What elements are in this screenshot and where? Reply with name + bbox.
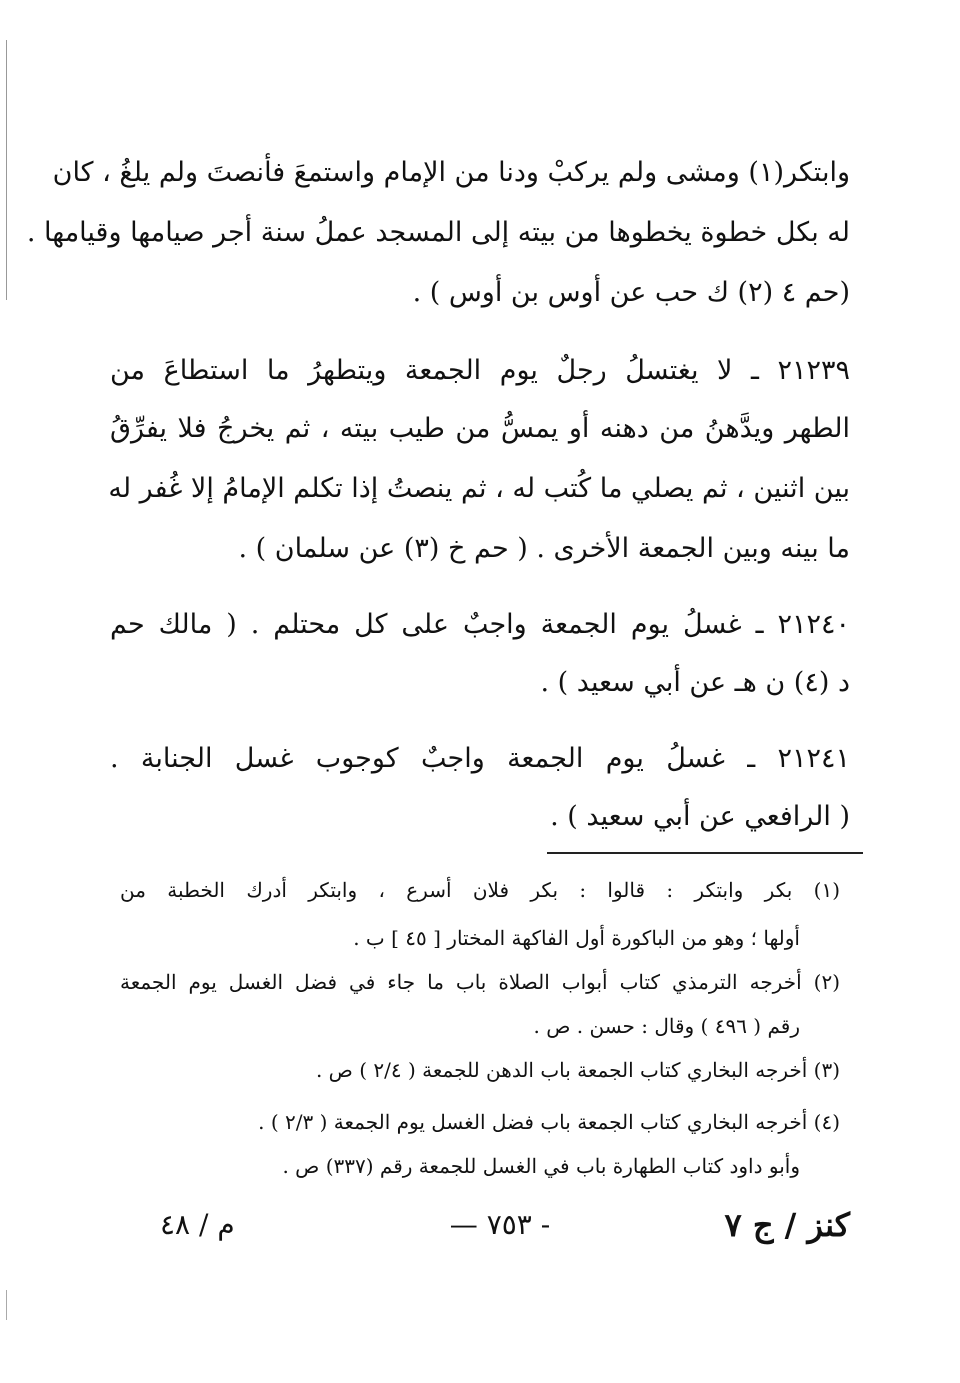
footnote-1-line-1: (١) بكر وابتكر : قالوا : بكر فلان أسرع ، وابتكر أدرك الخطبة من	[120, 878, 840, 902]
hadith-21241-line-1: ٢١٢٤١ ـ غسلُ يوم الجمعة واجبٌ كوجوب غسل الجنابة .	[110, 743, 850, 774]
hadith-21240-line-2: د (٤) ن هـ عن أبي سعيد ) .	[540, 667, 850, 698]
footnote-4-line-1: (٤) أخرجه البخاري كتاب الجمعة باب فضل الغسل يوم الجمعة ( ٢/٣ ) .	[258, 1110, 840, 1134]
footnote-4-line-2: وأبو داود كتاب الطهارة باب في الغسل للجمعة رقم (٣٣٧) ص .	[282, 1154, 800, 1178]
footnote-2-line-2: رقم ( ٤٩٦ ) وقال : حسن . ص .	[533, 1014, 800, 1038]
footnote-3: (٣) أخرجه البخاري كتاب الجمعة باب الدهن للجمعة ( ٢/٤ ) ص .	[315, 1058, 840, 1082]
page-number: - ٧٥٣ —	[449, 1208, 551, 1241]
hadith-21240-line-1: ٢١٢٤٠ ـ غسلُ يوم الجمعة واجبٌ على كل محتلم . ( مالك حم	[110, 609, 850, 640]
hadith-21239-line-2: الطهر ويدَّهنُ من دهنه أو يمسُّ من طيب بيته ، ثم يخرجُ فلا يفرِّقُ	[110, 413, 850, 444]
hadith-21239-line-4: ما بينه وبين الجمعة الأخرى . ( حم خ (٣) عن سلمان ) .	[238, 533, 850, 564]
volume-signature: كنز / ج ٧	[724, 1206, 850, 1244]
text-line-3: (حم ٤ (٢) ك حب عن أوس بن أوس ) .	[412, 277, 850, 308]
hadith-21241-line-2: ( الرافعي عن أبي سعيد ) .	[550, 801, 850, 832]
text-line-2: له بكل خطوة يخطوها من بيته إلى المسجد عملُ سنة أجر صيامها وقيامها .	[26, 217, 850, 248]
footnote-1-line-2: أولها ؛ وهو من الباكورة أول الفاكهة المختار [ ٤٥ ] ب .	[353, 926, 800, 950]
footnote-divider	[547, 852, 863, 854]
footnote-2-line-1: (٢) أخرجه الترمذي كتاب أبواب الصلاة باب ما جاء في فضل الغسل يوم الجمعة	[120, 970, 840, 994]
hadith-21239-line-1: ٢١٢٣٩ ـ لا يغتسلُ رجلٌ يوم الجمعة ويتطهرُ ما استطاعَ من	[110, 355, 850, 386]
printer-signature: م / ٤٨	[160, 1208, 235, 1241]
hadith-21239-line-3: بين اثنين ، ثم يصلي ما كُتب له ، ثم ينصتُ إذا تكلم الإمامُ إلا غُفر له	[108, 473, 850, 504]
text-line-1: وابتكر(١) ومشى ولم يركبْ ودنا من الإمام واستمعَ فأنصتَ ولم يلغُ ، كان	[52, 157, 850, 188]
